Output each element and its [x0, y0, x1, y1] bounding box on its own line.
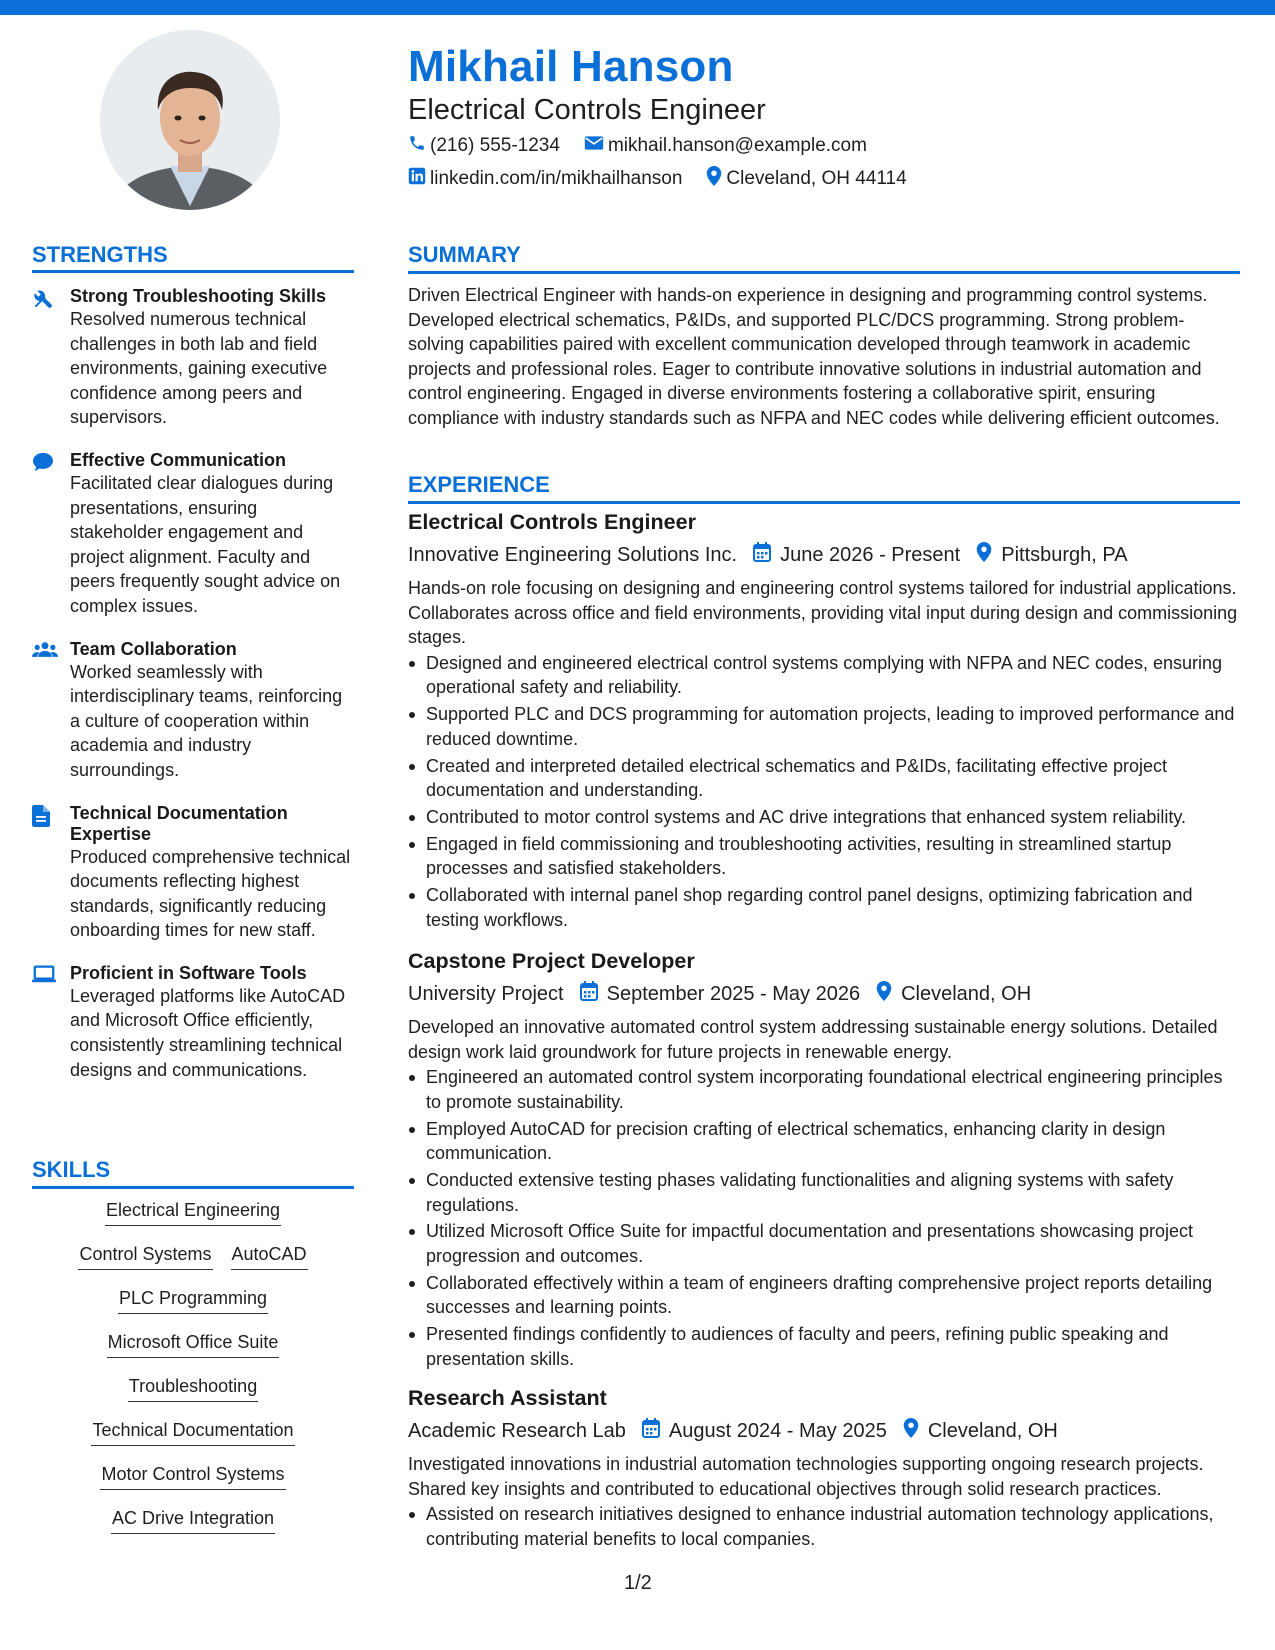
map-pin-icon [903, 1418, 928, 1444]
strength-title: Effective Communication [70, 449, 287, 470]
skill-tag: Technical Documentation [91, 1416, 294, 1446]
job-bullet: Supported PLC and DCS programming for automation projects, leading to improved performance and reduced downtime. [408, 702, 1240, 751]
skill-tag: PLC Programming [118, 1284, 268, 1314]
map-pin-icon [876, 981, 901, 1007]
skills-rule [32, 1186, 354, 1189]
strength-title: Strong Troubleshooting Skills [70, 286, 327, 306]
job-bullet: Created and interpreted detailed electrical schematics and P&IDs, facilitating effective project documentation and understanding. [408, 754, 1240, 803]
laptop-icon [32, 963, 70, 1082]
strength-item [32, 639, 354, 783]
phone-contact[interactable] [408, 134, 560, 158]
strength-title: Technical Documentation Expertise [70, 802, 288, 844]
job-meta [408, 1418, 1240, 1444]
job-org: Innovative Engineering Solutions Inc. [408, 543, 738, 566]
strength-desc: Worked seamlessly with interdisciplinary teams, reinforcing a culture of cooperation within academia and industry surroundings. [70, 661, 343, 780]
strength-desc: Resolved numerous technical challenges in both lab and field environments, gaining executive confidence among peers and supervisors. [70, 309, 328, 428]
linkedin-icon [408, 167, 430, 191]
phone-icon [408, 134, 430, 158]
experience-rule [408, 501, 1240, 504]
skill-tag: AC Drive Integration [111, 1504, 275, 1534]
strength-item [32, 963, 354, 1082]
top-accent-bar [0, 0, 1275, 15]
linkedin-text: linkedin.com/in/mikhailhanson [430, 168, 683, 189]
calendar-icon [642, 1418, 669, 1444]
job-bullet: Assisted on research initiatives designed to enhance industrial automation technology applications, contributing material benefits to local companies. [408, 1502, 1240, 1551]
job-meta [408, 542, 1240, 568]
job-bullet: Presented findings confidently to audiences of faculty and peers, refining public speaking and presentation skills. [408, 1322, 1240, 1371]
job-bullet: Collaborated effectively within a team of engineers drafting comprehensive project reports detailing successes and learning points. [408, 1271, 1240, 1320]
strength-title: Team Collaboration [70, 638, 237, 659]
location-text: Cleveland, OH 44114 [726, 168, 907, 189]
strength-item [32, 803, 354, 943]
job-bullets [408, 651, 1240, 932]
skill-tag: AutoCAD [231, 1240, 308, 1270]
job-description: Investigated innovations in industrial automation technologies supporting ongoing research projects. Shared key insights and contributed to educational objectives through solid research practices. [408, 1454, 1204, 1499]
job-title: Capstone Project Developer [408, 949, 695, 973]
job-title: Electrical Controls Engineer [408, 510, 696, 534]
contact-row-2 [408, 166, 931, 192]
summary-text: Driven Electrical Engineer with hands-on experience in designing and programming control systems. Developed electrical schematics, P&IDs, and supported PLC/DCS programming. Strong problem-solving capabilities paired with excellent communication developed through teamwork in academic projects and professional roles. Eager to contribute innovative solutions in industrial automation and control engineering. Engaged in diverse environments fostering a collaborative spirit, ensuring compliance with industry standards such as NFPA and NEC codes while delivering efficient outcomes. [408, 285, 1220, 428]
chat-icon [32, 450, 70, 619]
skills-list [32, 1196, 354, 1548]
experience-heading: EXPERIENCE [408, 472, 550, 497]
experience-entry [408, 949, 1240, 1373]
team-icon [32, 639, 70, 783]
map-pin-icon [976, 542, 1001, 568]
job-bullets [408, 1502, 1240, 1551]
job-dates: September 2025 - May 2026 [606, 982, 861, 1005]
skill-tag: Microsoft Office Suite [107, 1328, 280, 1358]
job-bullet: Engineered an automated control system incorporating foundational electrical engineering principles to promote sustainability. [408, 1065, 1240, 1114]
location-contact [706, 166, 906, 192]
job-bullet: Conducted extensive testing phases validating functionalities and aligning systems with safety regulations. [408, 1168, 1240, 1217]
email-text: mikhail.hanson@example.com [607, 135, 867, 156]
skills-heading: SKILLS [32, 1157, 111, 1182]
strength-item [32, 286, 354, 430]
experience-entry [408, 510, 1240, 934]
strength-title: Proficient in Software Tools [70, 962, 307, 983]
job-dates: June 2026 - Present [780, 543, 961, 566]
job-location: Pittsburgh, PA [1001, 543, 1128, 566]
summary-rule [408, 271, 1240, 274]
job-bullet: Engaged in field commissioning and troubleshooting activities, resulting in streamlined startup processes and satisfied stakeholders. [408, 832, 1240, 881]
contact-row-1 [408, 134, 891, 158]
strengths-heading: STRENGTHS [32, 242, 168, 267]
candidate-name: Mikhail Hanson [408, 42, 734, 91]
skill-tag: Control Systems [78, 1240, 212, 1270]
strengths-list [32, 286, 354, 1102]
map-pin-icon [706, 166, 726, 192]
job-description: Hands-on role focusing on designing and engineering control systems tailored for industrial applications. Collaborates across office and field environments, providing vital input during design and commissioning stages. [408, 578, 1238, 648]
job-dates: August 2024 - May 2025 [668, 1419, 887, 1442]
strength-desc: Leveraged platforms like AutoCAD and Microsoft Office efficiently, consistently streamlining technical designs and communications. [70, 985, 346, 1080]
email-contact[interactable] [584, 134, 867, 158]
strength-desc: Facilitated clear dialogues during presentations, ensuring stakeholder engagement and project alignment. Faculty and peers frequently sought advice on complex issues. [70, 472, 341, 616]
job-bullet: Contributed to motor control systems and AC drive integrations that enhanced system reliability. [408, 805, 1240, 830]
job-meta [408, 981, 1240, 1007]
job-title: Research Assistant [408, 1386, 607, 1410]
experience-entry [408, 1386, 1240, 1554]
job-location: Cleveland, OH [927, 1419, 1058, 1442]
phone-text: (216) 555-1234 [430, 135, 560, 156]
linkedin-contact[interactable] [408, 167, 682, 191]
strength-item [32, 450, 354, 619]
document-icon [32, 803, 70, 943]
job-location: Cleveland, OH [901, 982, 1032, 1005]
page-number: 1/2 [624, 1572, 652, 1594]
job-bullets [408, 1065, 1240, 1371]
job-bullet: Collaborated with internal panel shop regarding control panel designs, optimizing fabrication and testing workflows. [408, 883, 1240, 932]
tools-icon [32, 286, 70, 430]
job-description: Developed an innovative automated control system addressing sustainable energy solutions. Detailed design work laid groundwork for future projects in renewable energy. [408, 1017, 1218, 1062]
job-org: University Project [408, 982, 564, 1005]
candidate-title: Electrical Controls Engineer [408, 94, 766, 126]
calendar-icon [580, 981, 607, 1007]
skill-tag: Motor Control Systems [100, 1460, 285, 1490]
skill-tag: Troubleshooting [128, 1372, 258, 1402]
job-bullet: Employed AutoCAD for precision crafting of electrical schematics, enhancing clarity in design communication. [408, 1117, 1240, 1166]
strengths-rule [32, 270, 354, 273]
job-bullet: Designed and engineered electrical control systems complying with NFPA and NEC codes, ensuring operational safety and reliability. [408, 651, 1240, 700]
strength-desc: Produced comprehensive technical documents reflecting highest standards, significantly reducing onboarding times for new staff. [70, 846, 351, 941]
job-org: Academic Research Lab [408, 1419, 626, 1442]
email-icon [584, 134, 608, 158]
calendar-icon [753, 542, 780, 568]
job-bullet: Utilized Microsoft Office Suite for impactful documentation and presentations showcasing project progression and outcomes. [408, 1219, 1240, 1268]
profile-photo [100, 30, 280, 210]
summary-heading: SUMMARY [408, 242, 521, 267]
skill-tag: Electrical Engineering [105, 1196, 281, 1226]
